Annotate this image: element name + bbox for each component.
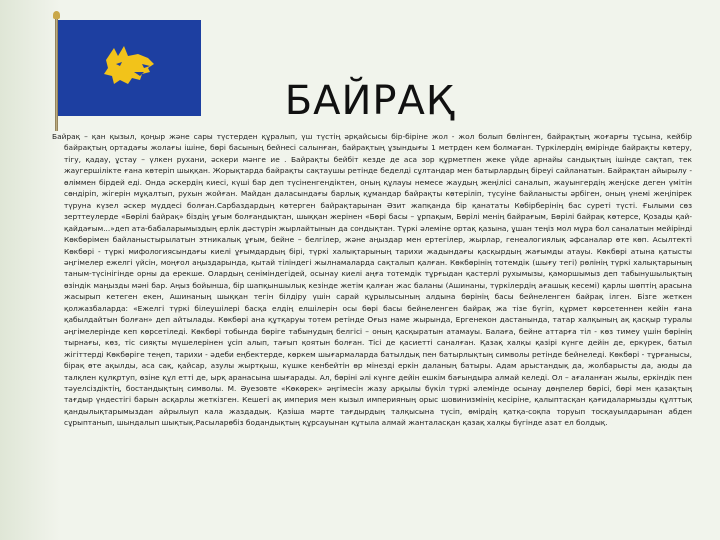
flag-pole-tip — [53, 11, 60, 19]
flag-cloth — [58, 20, 201, 116]
body-paragraph: Байрақ – қан қызыл, қоңыр және сары түстерден құралып, үш түстің әрқайсысы бір-біріне жол - жол болып бөлінген, байрақтың жоғарғы тұсына, кейбір байрақтың ортадағы жолағы ішіне, бөрі басының бейнесі салынған, байрақтың ұзындығы 1 метрден кем болмаған. Түркілердің өмірінде байрақты көтеру, тігу, қадау, ұстау – үлкен рухани, әскери мәнге ие . Байрақты бейбіт кезде де аса зор құрметпен жеке үйде арнайы сандықтың ішінде сақтап, тек жаугершілікте ғана көтеріп шыққан. Жорықтарда байрақты сақтаушы ретінде беделді сұлтандар мен батырлардың біреуі сайланатын. Байрақтан айырылу - өліммен бірдей еді. Онда әскердің киесі, күші бар деп түсіненгендіктен, оның құлауы немесе жаудың жеңілісі саналып, жауынгердің жеңіске деген үмітін сөндіріп, жігерін мұқалтып, рухын жойған. Майдан даласындағы барлық құмандар байрақты көтеріліп, түсуіне байланысты әрбіген, оның үнемі жеңіпірек түруна күзел әскер мүддесі болған.Сарбаздардың көтерген байрақтарынан Әзит жапқанда бір қанататы Көбірберінің бас суреті түсті. Ғылыми сөз зерттеулерде «Бөрілі байрақ» біздің ұғым болғандықтан, шыққан жерінен «Бөрі басы – ұрпақым, Бөрілі менің байрағым, Бөрілі байрақ көтерсе, Қозады қай-қайдағым...»деп ата-бабаларымыздың ерлік дәстүрін жырлайтынын да сондықтан. Түркі әлеміне ортақ қазына, ұшан теңіз мол мұра бол саналатын мейірінді Көкбөрімен байланыстырылатын этникалық ұғым, бейне – белгілер, және аңыздар мен ертегілер, жырлар, генеалогиялық әфсаналар өте көп. Асылтекті Көкбөрі - түркі мифологиясындағы киелі ұғымдардың бірі, түркі халықтарының тарихи жадындағы қасқырдың жағымды атауы. Көкбөрі атына қатысты әңгімелер ежелгі үйсін, моңғол аңыздарында, қытай тіліндегі жылнамаларда сақталып қалған. Көкбөрінің тотемдік (шығу тегі) рөлінің түркі халықтарының таным-түсінігінде орны да ерекше. Олардың сеніміндегідей, осынау киелі аңға тотемдік тұрғыдан қастерлі рухымызы, қаморшымыз деп табынушылықтың өзіндік маңызды мәні бар. Аңыз бойынша, бір шапқыншылық кезінде жетім қалған жас баланы (Ашинаны, түркілердің ағашық кесемі) қарлы шөптің арасына жасырып кетеген екен, Ашинаның шыққан тегін білдіру үшін сарай құрылысының алдына бөрінің басы бейнеленген байрақ ілген. Бізге жеткен қолжазбаларда: «Ежелгі түркі білеушілері басқа елдің елшілерін осы бөрі басы бейнеленген байрақ жа тізе бүгіп, құрмет көрсетеннен кейін ғана қабылдайтын болған» деп айтылады. Көкбөрі ана құтқаруы тотем ретінде Оғыз наме жырында, Ергенекон дастанында, татар халқының ақ қасқыр туралы әңгімелерінде кеп көрсетіледі. Көкбөрі тобында бөріге табынудың белгісі – оның қасқыратын атамауы. Балаға, бейне аттарға тіл - көз тимеу үшін бөрінің тырнағы, көз, тіс сияқты мүшелерінен ұсіп алып, тағып қоятын болған. Тісі де қасиетті саналған. Қазақ халқы қазірі күнге дейін де, еркүрек, батыл жігіттерді Көкбөріге теңеп, тарихи - әдеби еңбектерде, көркем шығармаларда батылдық пен батырлықтың символы ретінде бейнеледі. Көкбөрі - тұрғанысы, бірақ өте ақылды, аса сақ, қайсар, азулы жыртқыш, күшке кенбейтін өр мінезді еркін даланың батыры. Адам арыстандық да, жолбарысты да, аюды да талқлен құлқртуп, өзіне құл етті де, ырқ аранасына шығарады. Ал, бөрінi әлі күнге дейін ешкім бағындыра алмай келеді. Ол – ағаланған жылы, еркіндік пен тәуелсіздіктің, бостандықтың символы. М. Әуезовте «Көкөрек» әңгімесін жазу арқылы бүкіл түркі әлемінде осынау дөңпелер бөрісі, бөрі мен қазақтың тағдыр үндестігі барын асқарлы жеткізген. Кешегі ақ империя мен кызыл империяның орыс шовинизмінің кесіріне, қалыптасқан қағидалармызды құлттық қандылықтарымыздан айрылыуп кала жаздадық. Қазіша мәрте тағдырдың талқысына түсіп, өмірдің қатқа-соқпа торуып тосқауылдарынан абден сұрыптанып, шындалып шықтық.Расыларөбіз бодандықтың құрсауынан құтыла алмай жанталасқан қазақ халқы бүгінде азат ел болдық. — [52, 132, 692, 428]
flag-image — [55, 15, 205, 135]
wolf-head-icon — [58, 20, 201, 116]
slide-title: БАЙРАҚ — [284, 78, 456, 124]
slide-background — [0, 0, 60, 540]
